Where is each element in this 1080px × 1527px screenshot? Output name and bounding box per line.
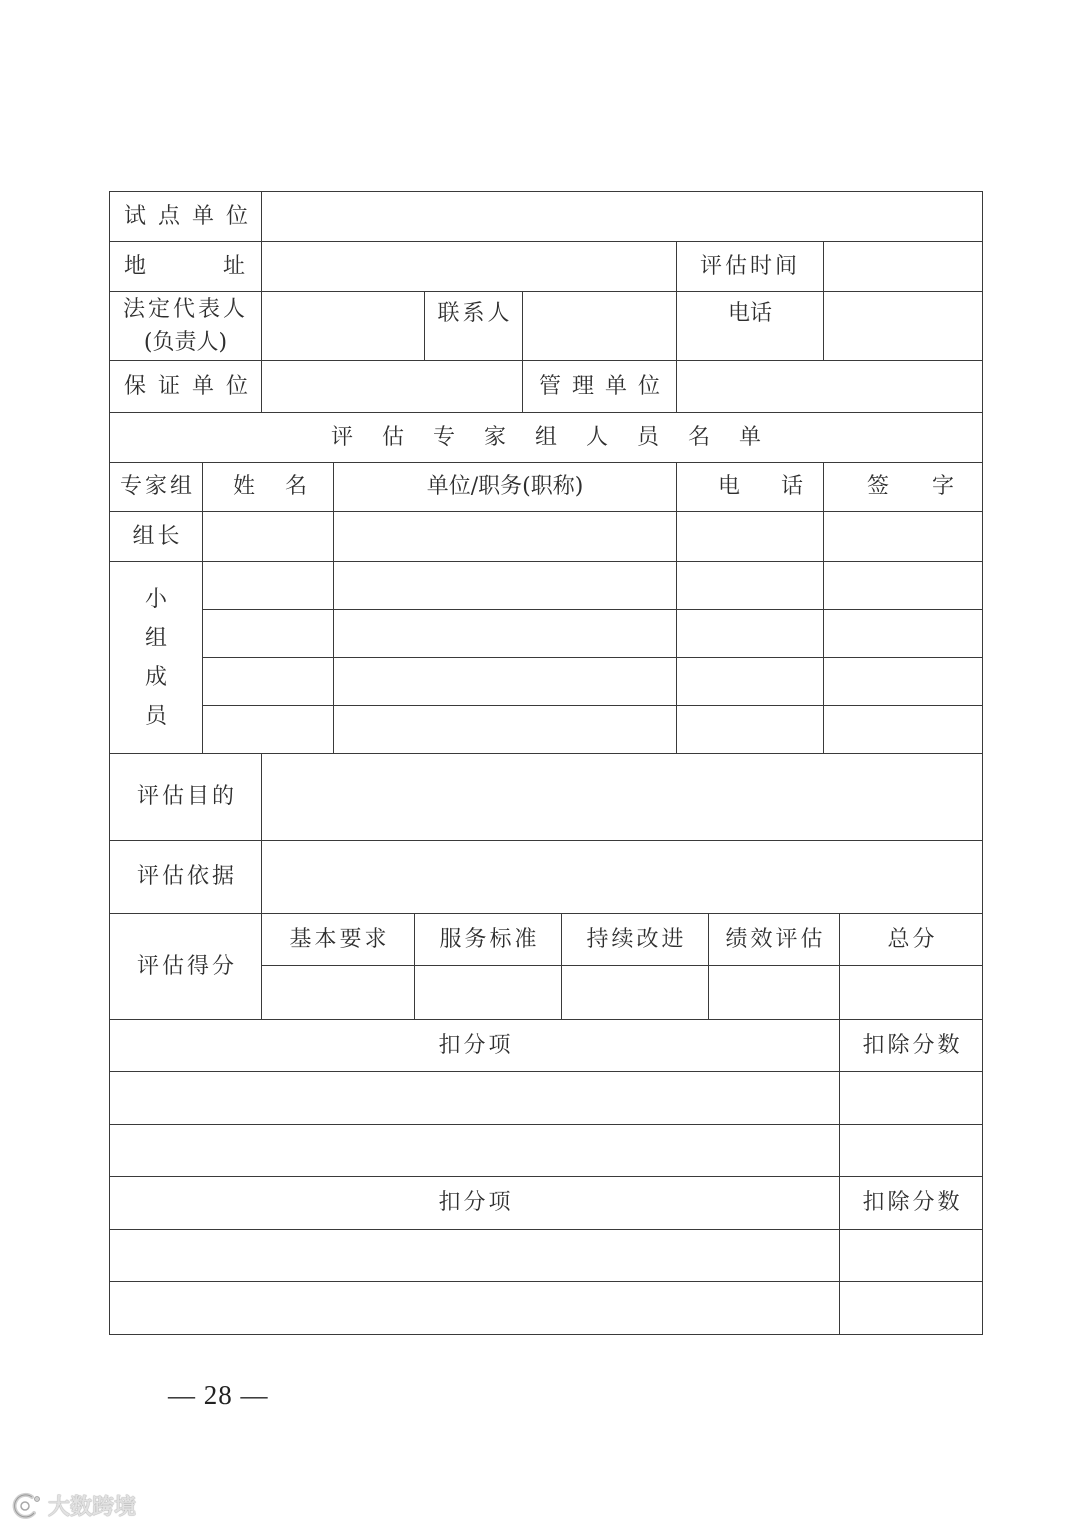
total-score-field [840, 966, 983, 1020]
deduction-row [110, 1125, 983, 1177]
leader-label: 组长 [110, 512, 203, 562]
deduction-points-header: 扣除分数 [840, 1177, 983, 1230]
deduction-points-field [840, 1230, 983, 1282]
score-header-row [110, 914, 983, 966]
management-unit-field [677, 361, 983, 413]
deduction-item-header: 扣分项 [110, 1177, 840, 1230]
evaluation-time-field [824, 242, 983, 292]
expert-header-row [110, 463, 983, 512]
member-row [110, 562, 983, 610]
evaluation-form-table [109, 191, 998, 1335]
watermark [8, 1490, 136, 1521]
purpose-row [110, 754, 983, 841]
watermark-logo-icon [8, 1491, 44, 1521]
expert-title-row [110, 413, 983, 463]
deduction-header-row [110, 1020, 983, 1072]
deduction-points-field [840, 1282, 983, 1335]
contact-person-label: 联系人 [425, 292, 523, 361]
pilot-unit-label: 试点单位 [110, 192, 262, 242]
guarantee-unit-label: 保证单位 [110, 361, 262, 413]
member-unit-field [334, 610, 677, 658]
deduction-points-header: 扣除分数 [840, 1020, 983, 1072]
member-name-field [203, 706, 334, 754]
continuous-improvement-score-field [562, 966, 709, 1020]
purpose-field [262, 754, 983, 841]
deduction-row [110, 1072, 983, 1125]
unit-position-header: 单位/职务(职称) [334, 463, 677, 512]
deduction-points-field [840, 1072, 983, 1125]
leader-unit-field [334, 512, 677, 562]
member-signature-field [824, 562, 983, 610]
expert-group-header: 专家组 [110, 463, 203, 512]
member-name-field [203, 610, 334, 658]
member-unit-field [334, 706, 677, 754]
total-score-header: 总分 [840, 914, 983, 966]
deduction-points-field [840, 1125, 983, 1177]
deduction-row [110, 1282, 983, 1335]
member-phone-field [677, 610, 824, 658]
legal-representative-label-line1: 法定代表人 [123, 297, 249, 322]
leader-phone-field [677, 512, 824, 562]
purpose-label: 评估目的 [110, 754, 262, 841]
performance-evaluation-score-field [709, 966, 840, 1020]
performance-evaluation-header: 绩效评估 [709, 914, 840, 966]
member-signature-field [824, 658, 983, 706]
signature-header: 签字 [824, 463, 983, 512]
member-unit-field [334, 562, 677, 610]
deduction-item-field [110, 1230, 840, 1282]
score-label: 评估得分 [110, 914, 262, 1020]
legal-representative-row [110, 292, 983, 361]
member-signature-field [824, 706, 983, 754]
pilot-unit-field [262, 192, 983, 242]
member-name-field [203, 658, 334, 706]
basis-field [262, 841, 983, 914]
leader-signature-field [824, 512, 983, 562]
deduction-item-field [110, 1125, 840, 1177]
legal-representative-field [262, 292, 425, 361]
basic-requirements-score-field [262, 966, 415, 1020]
legal-representative-label [110, 292, 262, 361]
members-label-text: 小组成员 [144, 586, 167, 729]
name-header: 姓名 [203, 463, 334, 512]
deduction-item-field [110, 1282, 840, 1335]
guarantee-unit-row [110, 361, 983, 413]
address-field [262, 242, 677, 292]
basic-requirements-header: 基本要求 [262, 914, 415, 966]
contact-person-field [523, 292, 677, 361]
deduction-header-row [110, 1177, 983, 1230]
expert-phone-header: 电话 [677, 463, 824, 512]
basis-label: 评估依据 [110, 841, 262, 914]
legal-representative-label-line2: (负责人) [143, 330, 228, 355]
service-standard-header: 服务标准 [415, 914, 562, 966]
address-row [110, 242, 983, 292]
member-phone-field [677, 706, 824, 754]
continuous-improvement-header: 持续改进 [562, 914, 709, 966]
management-unit-label: 管理单位 [523, 361, 677, 413]
pilot-unit-row [110, 192, 983, 242]
basis-row [110, 841, 983, 914]
phone-label: 电话 [677, 292, 824, 361]
leader-row [110, 512, 983, 562]
member-phone-field [677, 562, 824, 610]
deduction-item-field [110, 1072, 840, 1125]
deduction-item-header: 扣分项 [110, 1020, 840, 1072]
member-phone-field [677, 658, 824, 706]
member-row [110, 610, 983, 658]
leader-name-field [203, 512, 334, 562]
service-standard-score-field [415, 966, 562, 1020]
member-name-field [203, 562, 334, 610]
evaluation-time-label: 评估时间 [677, 242, 824, 292]
deduction-row [110, 1230, 983, 1282]
member-signature-field [824, 610, 983, 658]
guarantee-unit-field [262, 361, 523, 413]
phone-field [824, 292, 983, 361]
watermark-text: 大数跨境 [48, 1495, 137, 1520]
member-row [110, 706, 983, 754]
member-row [110, 658, 983, 706]
page-number: — 28 — [168, 1380, 269, 1410]
address-label: 地址 [110, 242, 262, 292]
members-label [110, 562, 203, 754]
member-unit-field [334, 658, 677, 706]
expert-group-title: 评估专家组人员名单 [110, 413, 983, 463]
